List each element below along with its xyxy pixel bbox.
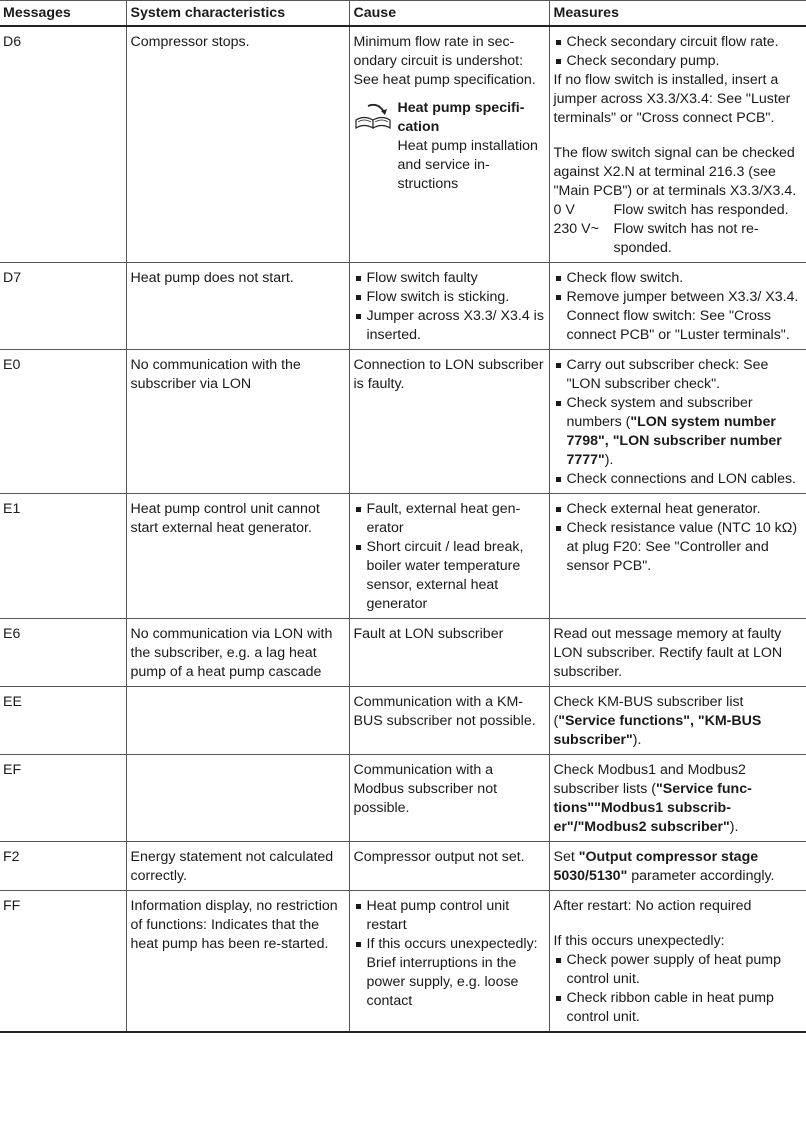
list-item: Flow switch is sticking. xyxy=(354,288,545,307)
list-item: Check secondary pump. xyxy=(554,52,803,71)
header-system-characteristics: System characteristics xyxy=(126,1,349,27)
parameter-name: "LON system number 7798" xyxy=(566,414,776,449)
voltage-row xyxy=(554,220,803,258)
cause-text: Compressor output not set. xyxy=(349,842,549,891)
measures-list xyxy=(554,500,803,576)
system-characteristics: No communication with the subscriber via LON xyxy=(126,350,349,494)
voltage-value: 0 V xyxy=(553,202,575,218)
cause-text: Communication with a Modbus subscriber not possible. xyxy=(349,755,549,842)
text-run: ). xyxy=(632,732,642,748)
measures-cell xyxy=(549,350,806,494)
cause-text: Connection to LON subscriber is faulty. xyxy=(349,350,549,494)
list-item: Check connections and LON cables. xyxy=(554,470,803,489)
list-item: Carry out subscriber check: See "LON subscriber check". xyxy=(554,356,803,394)
parameter-name: "Service functions" xyxy=(558,713,690,729)
list-item: Check external heat generator. xyxy=(554,500,803,519)
measures-cell xyxy=(549,494,806,619)
list-item: Check ribbon cable in heat pump control unit. xyxy=(554,989,803,1027)
message-code: FF xyxy=(0,891,126,1033)
measures-cell xyxy=(549,26,806,263)
table-row xyxy=(0,687,806,755)
text-run: ). xyxy=(729,819,739,835)
measure-text: If no flow switch is installed, insert a jumper across X3.3/X3.4: See "Luster terminals" or "Cross connect PCB". xyxy=(553,72,791,126)
parameter-name: "Service functions""Modbus1 subscriber"/"Modbus2 subscriber" xyxy=(553,781,752,835)
measures-cell xyxy=(549,755,806,842)
cause-cell xyxy=(349,26,549,263)
text-run: Check KM-BUS subscriber list ( xyxy=(553,694,744,729)
measures-list xyxy=(554,33,803,71)
parameter-name: "LON subscriber number 7777" xyxy=(566,433,782,468)
system-characteristics: Information display, no restriction of functions: Indicates that the heat pump has been re-started. xyxy=(126,891,349,1033)
cause-text: Fault at LON subscriber xyxy=(349,619,549,687)
measure-text: Read out message memory at faulty LON subscriber. Rectify fault at LON subscriber. xyxy=(549,619,806,687)
table-row xyxy=(0,26,806,263)
cause-list xyxy=(354,500,545,614)
cause-list xyxy=(354,269,545,345)
system-characteristics: Heat pump does not start. xyxy=(126,263,349,350)
reference-note xyxy=(354,99,545,194)
table-row xyxy=(0,494,806,619)
parameter-name: "Output compressor stage 5030/5130" xyxy=(553,849,759,884)
list-item: Flow switch faulty xyxy=(354,269,545,288)
voltage-meaning: Flow switch has responded. xyxy=(613,202,789,218)
list-item: If this occurs unexpectedly: Brief interruptions in the power supply, e.g. loose contact xyxy=(354,935,545,1011)
text-run: Check Modbus1 and Modbus2 subscriber lists ( xyxy=(553,762,746,797)
text-run: parameter accordingly. xyxy=(627,868,775,884)
system-characteristics: No communication via LON with the subscriber, e.g. a lag heat pump of a heat pump cascade xyxy=(126,619,349,687)
table-header-row xyxy=(0,1,806,27)
message-code: D6 xyxy=(0,26,126,263)
system-characteristics xyxy=(126,687,349,755)
table-row xyxy=(0,842,806,891)
list-item: Heat pump control unit restart xyxy=(354,897,545,935)
text-run: Set xyxy=(553,849,579,865)
message-code: E1 xyxy=(0,494,126,619)
measure-text: The flow switch signal can be checked against X2.N at terminal 216.3 (see "Main PCB") or at terminals X3.3/X3.4. xyxy=(553,145,797,199)
parameter-name: "KM-BUS subscriber" xyxy=(553,713,762,748)
message-code: D7 xyxy=(0,263,126,350)
list-item: Check flow switch. xyxy=(554,269,803,288)
voltage-row xyxy=(554,201,803,220)
system-characteristics xyxy=(126,755,349,842)
voltage-value: 230 V~ xyxy=(553,221,599,237)
text-run: ). xyxy=(604,452,614,468)
text-run: Check system and subscriber numbers ( xyxy=(566,395,753,430)
list-item: Jumper across X3.3/ X3.4 is inserted. xyxy=(354,307,545,345)
book-reference-icon xyxy=(354,99,398,194)
list-item: Check resistance value (NTC 10 kΩ) at plug F20: See "Controller and sensor PCB". xyxy=(554,519,803,576)
table-row xyxy=(0,755,806,842)
reference-text: Heat pump installation and service instructions xyxy=(397,138,538,192)
system-characteristics: Compressor stops. xyxy=(126,26,349,263)
message-code: F2 xyxy=(0,842,126,891)
cause-cell xyxy=(349,494,549,619)
table-row xyxy=(0,619,806,687)
cause-list xyxy=(354,897,545,1011)
cause-text: Minimum flow rate in secondary circuit is undershot: See heat pump specification. xyxy=(353,34,536,88)
list-item xyxy=(554,394,803,470)
table-row xyxy=(0,350,806,494)
message-code: EE xyxy=(0,687,126,755)
measures-cell xyxy=(549,263,806,350)
header-cause: Cause xyxy=(349,1,549,27)
message-code: EF xyxy=(0,755,126,842)
voltage-meaning: Flow switch has not responded. xyxy=(613,221,759,256)
header-messages: Messages xyxy=(0,1,126,27)
cause-cell xyxy=(349,891,549,1033)
cause-cell xyxy=(349,263,549,350)
list-item: Check power supply of heat pump control unit. xyxy=(554,951,803,989)
measures-list xyxy=(554,269,803,345)
list-item: Fault, external heat generator xyxy=(354,500,545,538)
list-item: Check secondary circuit flow rate. xyxy=(554,33,803,52)
message-code: E6 xyxy=(0,619,126,687)
list-item: Short circuit / lead break, boiler water temperature sensor, external heat generator xyxy=(354,538,545,614)
measures-cell xyxy=(549,842,806,891)
cause-text: Communication with a KM-BUS subscriber not possible. xyxy=(349,687,549,755)
system-characteristics: Heat pump control unit cannot start external heat generator. xyxy=(126,494,349,619)
measure-text: If this occurs unexpectedly: xyxy=(553,933,725,949)
measures-cell xyxy=(549,687,806,755)
header-measures: Measures xyxy=(549,1,806,27)
message-code: E0 xyxy=(0,350,126,494)
measures-list xyxy=(554,356,803,489)
table-row xyxy=(0,891,806,1033)
table-row xyxy=(0,263,806,350)
separator: , xyxy=(604,433,613,449)
measure-text: After restart: No action required xyxy=(553,898,752,914)
measures-cell xyxy=(549,891,806,1033)
measures-list xyxy=(554,951,803,1027)
list-item: Remove jumper between X3.3/ X3.4. Connect flow switch: See "Cross connect PCB" or "Luster terminals". xyxy=(554,288,803,345)
separator: , xyxy=(689,713,698,729)
system-characteristics: Energy statement not calculated correctly. xyxy=(126,842,349,891)
reference-title: Heat pump specification xyxy=(397,100,525,135)
